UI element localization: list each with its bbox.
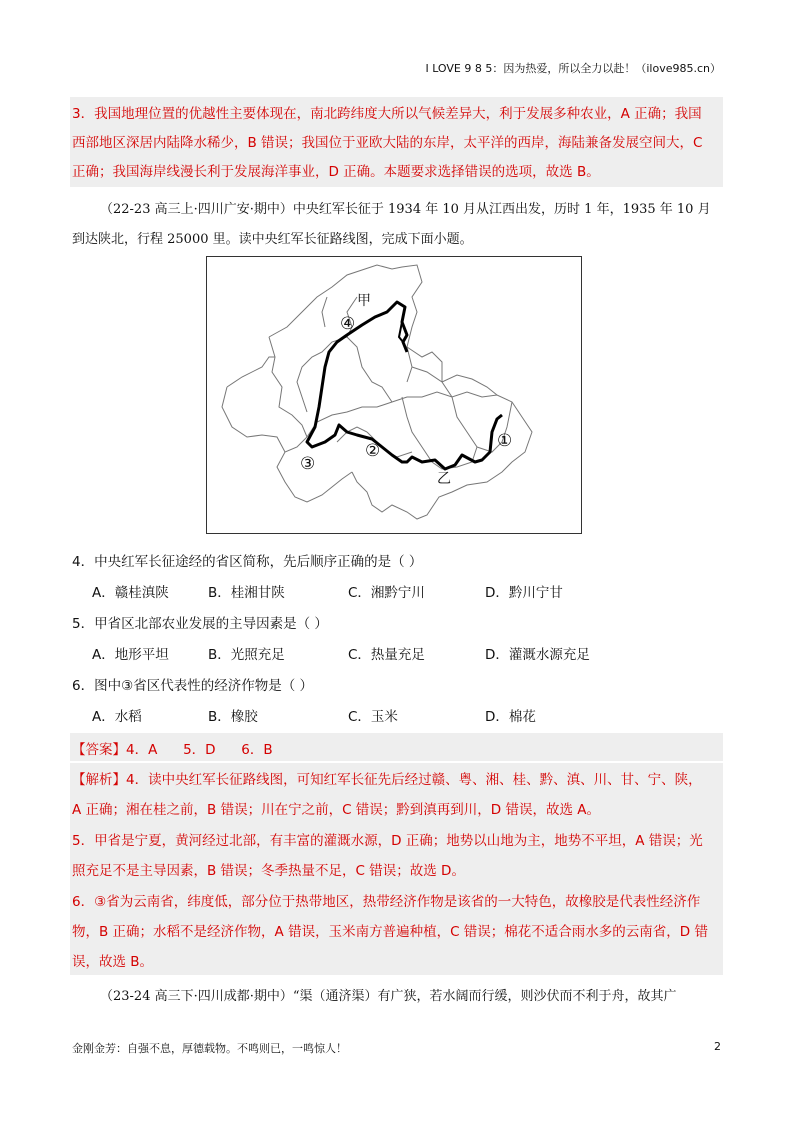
province-outline: [227, 357, 275, 387]
explain-3-line: 正确；我国海岸线漫长利于发展海洋事业，D 正确。本题要求选择错误的选项，故选 B。: [72, 164, 600, 180]
province-outline: [269, 337, 307, 437]
footer-motto: 金刚金芳：自强不息，厚德载物。不鸣则已，一鸣惊人！: [72, 1042, 347, 1055]
province-outline: [442, 375, 497, 395]
route-branch: [399, 322, 403, 342]
question-5-stem: 5．甲省区北部农业发展的主导因素是（ ）: [72, 616, 328, 632]
province-outline: [322, 297, 327, 327]
page-header: I LOVE 9 8 5：因为热爱，所以全力以赴！（ilove985.cn）: [425, 62, 721, 75]
question-4-option-a[interactable]: A．赣桂滇陕: [92, 585, 169, 601]
province-outline: [222, 387, 285, 452]
question-5-option-b[interactable]: B．光照充足: [208, 647, 285, 663]
province-outline: [407, 347, 442, 382]
analysis-line: 照充足不是主导因素，B 错误；冬季热量不足，C 错误；故选 D。: [72, 863, 465, 879]
label-p2: ②: [365, 441, 381, 461]
page-number: 2: [714, 1040, 721, 1053]
question-4-stem: 4．中央红军长征途经的省区简称，先后顺序正确的是（ ）: [72, 554, 423, 570]
question-6-option-d[interactable]: D．棉花: [485, 709, 536, 725]
explain-3-line: 西部地区深居内陆降水稀少，B 错误；我国位于亚欧大陆的东岸，太平洋的西岸，海陆兼备发展空间大，C: [72, 135, 703, 151]
label-yi: 乙: [437, 471, 451, 487]
answer-text: 4．A 5．D 6．B: [126, 742, 273, 758]
label-jia: 甲: [357, 293, 371, 309]
province-outline: [347, 337, 392, 402]
intro-line: 到达陕北，行程 25000 里。读中央红军长征路线图，完成下面小题。: [72, 232, 473, 247]
question-6-stem: 6．图中③省区代表性的经济作物是（ ）: [72, 678, 313, 694]
province-outline: [307, 392, 532, 519]
analysis-label: 【解析】: [72, 772, 126, 788]
explain-3-line: 3．我国地理位置的优越性主要体现在，南北跨纬度大所以气候差异大，利于发展多种农业，A 正确；我国: [72, 106, 702, 122]
question-5-option-d[interactable]: D．灌溉水源充足: [485, 647, 590, 663]
long-march-route: [307, 302, 502, 469]
analysis-line: 5．甲省是宁夏，黄河经过北部，有丰富的灌溉水源，D 正确；地势以山地为主，地势不平坦，A 错误；光: [72, 833, 703, 849]
analysis-line: 6．③省为云南省，纬度低，部分位于热带地区，热带经济作物是该省的一大特色，故橡胶是代表性经济作: [72, 894, 701, 910]
analysis-line: [72, 768, 702, 788]
analysis-line: A 正确；湘在桂之前，B 错误；川在宁之前，C 错误；黔到滇再到川，D 错误，故选 A。: [72, 802, 601, 818]
question-4-option-c[interactable]: C．湘黔宁川: [348, 585, 425, 601]
answer-line: [72, 738, 273, 758]
province-outline: [412, 367, 452, 397]
intro-line: （22-23 高三上·四川广安·期中）中央红军长征于 1934 年 10 月从江西出发，历时 1 年，1935 年 10 月: [100, 202, 711, 217]
next-question-intro: （23-24 高三下·四川成都·期中）“渠（通济渠）有广狭，若水阔而行缓，则沙伏而不利于舟，故其广: [100, 989, 677, 1004]
analysis-line: 误，故选 B。: [72, 954, 154, 970]
label-p1: ①: [497, 431, 513, 451]
question-6-option-b[interactable]: B．橡胶: [208, 709, 258, 725]
analysis-text: 4．读中央红军长征路线图，可知红军长征先后经过赣、粤、湘、桂、黔、滇、川、甘、宁、陕，: [126, 772, 702, 788]
question-6-option-a[interactable]: A．水稻: [92, 709, 142, 725]
analysis-line: 物，B 正确；水稻不是经济作物，A 错误，玉米南方普遍种植，C 错误；棉花不适合雨水多的云南省，D 错: [72, 924, 708, 940]
question-5-option-c[interactable]: C．热量充足: [348, 647, 425, 663]
label-p3: ③: [300, 454, 316, 474]
map-svg: [207, 257, 581, 533]
long-march-map: [206, 256, 582, 534]
question-4-option-d[interactable]: D．黔川宁甘: [485, 585, 563, 601]
answer-label: 【答案】: [72, 742, 126, 758]
question-5-option-a[interactable]: A．地形平坦: [92, 647, 169, 663]
label-p4: ④: [340, 314, 356, 334]
question-4-option-b[interactable]: B．桂湘甘陕: [208, 585, 285, 601]
question-6-option-c[interactable]: C．玉米: [348, 709, 398, 725]
